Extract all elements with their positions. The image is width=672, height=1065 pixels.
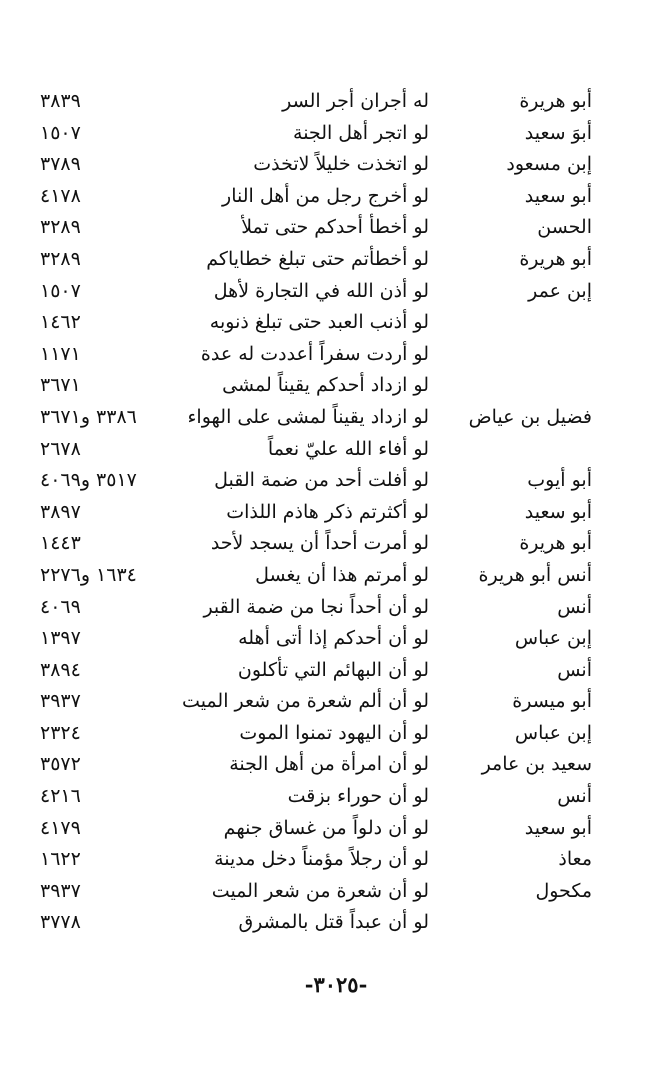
- hadith-opening: لو أمرتم هذا أن يغسل: [255, 563, 429, 586]
- hadith-opening: لو أذن الله في التجارة لأهل: [213, 279, 429, 302]
- narrator-name: أنس: [557, 595, 592, 618]
- narrator-name: أبو ميسرة: [512, 690, 592, 713]
- index-row: [0, 497, 672, 529]
- hadith-opening: لو أفاء الله عليّ نعماً: [267, 437, 429, 460]
- hadith-opening: لو ازداد أحدكم يقيناً لمشى: [222, 374, 429, 397]
- index-row: [0, 592, 672, 624]
- hadith-reference-number: ١٤٤٣: [40, 532, 81, 555]
- index-row: [0, 307, 672, 339]
- hadith-reference-number: ٣٢٨٩: [40, 247, 81, 270]
- index-row: [0, 465, 672, 497]
- index-row: [0, 339, 672, 371]
- hadith-opening: لو أمرت أحداً أن يسجد لأحد: [210, 532, 429, 555]
- index-row: [0, 244, 672, 276]
- index-row: [0, 844, 672, 876]
- hadith-opening: لو أفلت أحد من ضمة القبل: [214, 469, 429, 492]
- index-row: [0, 212, 672, 244]
- index-row: [0, 528, 672, 560]
- hadith-reference-number: ٣٩٣٧: [40, 879, 81, 902]
- index-row: [0, 86, 672, 118]
- hadith-opening: لو أذنب العبد حتى تبلغ ذنوبه: [209, 311, 429, 334]
- hadith-opening: لو أخرج رجل من أهل النار: [222, 184, 429, 207]
- hadith-reference-number: ٣٧٨٩: [40, 153, 81, 176]
- narrator-name: أنس: [557, 785, 592, 808]
- hadith-reference-number: ١٤٦٢: [40, 311, 81, 334]
- index-row: [0, 655, 672, 687]
- hadith-reference-number: ٣٧٧٨: [40, 911, 81, 934]
- hadith-reference-number: ١٥٠٧: [40, 279, 81, 302]
- hadith-reference-number: ١٦٢٢: [40, 848, 81, 871]
- hadith-opening: له أجران أجر السر: [282, 90, 429, 112]
- hadith-reference-number: ٢٦٧٨: [40, 437, 81, 460]
- narrator-name: إبن عمر: [528, 279, 592, 302]
- index-row: [0, 686, 672, 718]
- hadith-reference-number: ٣٨٩٧: [40, 500, 81, 523]
- page-number: -٣٠٢٥-: [304, 972, 368, 997]
- index-row: [0, 813, 672, 845]
- index-row: [0, 781, 672, 813]
- hadith-opening: لو أن امرأة من أهل الجنة: [229, 753, 429, 776]
- narrator-name: أبو سعيد: [524, 816, 592, 839]
- hadith-opening: لو أكثرتم ذكر هاذم اللذات: [226, 500, 429, 523]
- hadith-opening: لو أن اليهود تمنوا الموت: [239, 721, 429, 744]
- narrator-name: أبو أيوب: [527, 469, 592, 492]
- hadith-reference-number: ٣٨٣٩: [40, 90, 81, 112]
- narrator-name: أنس: [557, 658, 592, 681]
- index-row: [0, 718, 672, 750]
- narrator-name: إبن مسعود: [506, 153, 592, 176]
- index-row: [0, 434, 672, 466]
- index-row: [0, 370, 672, 402]
- index-row: [0, 276, 672, 308]
- hadith-reference-number: ٣٣٨٦ و٣٦٧١: [40, 405, 137, 428]
- narrator-name: أبو هريرة: [519, 90, 592, 112]
- hadith-reference-number: ٣٥٧٢: [40, 753, 81, 776]
- hadith-opening: لو ازداد يقيناً لمشى على الهواء: [187, 405, 429, 428]
- narrator-name: أبو هريرة: [519, 532, 592, 555]
- narrator-name: الحسن: [537, 216, 592, 239]
- narrator-name: مكحول: [535, 879, 592, 902]
- index-row: [0, 118, 672, 150]
- hadith-reference-number: ٣٩٣٧: [40, 690, 81, 713]
- hadith-reference-number: ١٣٩٧: [40, 627, 81, 650]
- hadith-opening: لو أن البهائم التي تأكلون: [237, 658, 429, 681]
- hadith-opening: لو اتخذت خليلاً لاتخذت: [253, 153, 429, 176]
- index-row: [0, 876, 672, 908]
- narrator-name: أبوَ سعيد: [524, 121, 592, 144]
- hadith-opening: لو أردت سفراً أعددت له عدة: [200, 342, 429, 365]
- narrator-name: إبن عباس: [514, 721, 592, 744]
- index-row: [0, 149, 672, 181]
- index-row: [0, 749, 672, 781]
- hadith-opening: لو أن شعرة من شعر الميت: [211, 879, 429, 902]
- hadith-reference-number: ٤٢١٦: [40, 785, 81, 808]
- hadith-reference-number: ٣٨٩٤: [40, 658, 81, 681]
- index-row: [0, 560, 672, 592]
- hadith-opening: لو أن عبداً قتل بالمشرق: [238, 911, 429, 934]
- hadith-index-table: [0, 86, 672, 939]
- hadith-opening: لو أن ألم شعرة من شعر الميت: [182, 690, 429, 713]
- hadith-opening: لو أن حوراء بزقت: [287, 785, 429, 808]
- hadith-reference-number: ٢٣٢٤: [40, 721, 81, 744]
- narrator-name: فضيل بن عياض: [468, 405, 592, 428]
- narrator-name: أبو سعيد: [524, 184, 592, 207]
- hadith-reference-number: ٤١٧٩: [40, 816, 81, 839]
- hadith-reference-number: ٣٥١٧ و٤٠٦٩: [40, 469, 137, 492]
- hadith-reference-number: ٤٠٦٩: [40, 595, 81, 618]
- hadith-opening: لو أخطأتم حتى تبلغ خطاياكم: [206, 247, 429, 270]
- hadith-opening: لو أخطأ أحدكم حتى تملأ: [241, 216, 429, 239]
- hadith-reference-number: ٣٦٧١: [40, 374, 81, 397]
- hadith-reference-number: ٤١٧٨: [40, 184, 81, 207]
- index-row: [0, 623, 672, 655]
- hadith-reference-number: ١١٧١: [40, 342, 81, 365]
- hadith-reference-number: ٣٢٨٩: [40, 216, 81, 239]
- narrator-name: سعيد بن عامر: [481, 753, 592, 776]
- index-row: [0, 907, 672, 939]
- index-row: [0, 181, 672, 213]
- narrator-name: أنس أبو هريرة: [478, 563, 592, 586]
- hadith-opening: لو أن أحداً نجا من ضمة القبر: [203, 595, 429, 618]
- hadith-opening: لو أن أحدكم إذا أتى أهله: [238, 627, 429, 650]
- narrator-name: معاذ: [558, 848, 592, 871]
- narrator-name: أبو هريرة: [519, 247, 592, 270]
- hadith-opening: لو اتجر أهل الجنة: [293, 121, 429, 144]
- hadith-opening: لو أن دلواً من غساق جنهم: [223, 816, 429, 839]
- narrator-name: أبو سعيد: [524, 500, 592, 523]
- hadith-reference-number: ١٥٠٧: [40, 121, 81, 144]
- index-row: [0, 402, 672, 434]
- hadith-opening: لو أن رجلاً مؤمناً دخل مدينة: [214, 848, 429, 871]
- hadith-reference-number: ١٦٣٤ و٢٢٧٦: [40, 563, 137, 586]
- narrator-name: إبن عباس: [514, 627, 592, 650]
